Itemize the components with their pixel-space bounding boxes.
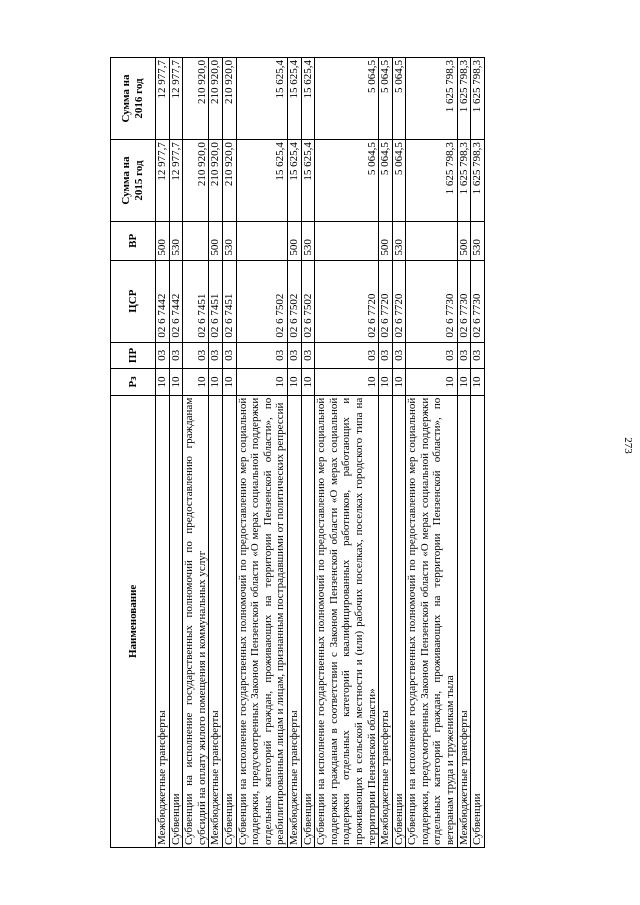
cell-pr: 03 — [379, 342, 393, 369]
header-sum-2016-line2: 2016 год — [133, 78, 145, 119]
cell-csr: 02 6 7442 — [169, 260, 183, 342]
budget-table — [110, 57, 485, 848]
cell-sum-2016: 15 625,4 — [301, 58, 315, 140]
cell-csr: 02 6 7720 — [392, 260, 406, 342]
cell-pr: 03 — [301, 342, 315, 369]
cell-vr: 530 — [169, 222, 183, 261]
cell-rz: 10 — [169, 369, 183, 396]
header-csr: ЦСР — [111, 260, 156, 342]
cell-rz: 10 — [287, 369, 301, 396]
cell-csr: 02 6 7720 — [379, 260, 393, 342]
cell-sum-2015: 210 920,0 — [209, 140, 223, 222]
cell-rz: 10 — [471, 369, 485, 396]
header-pr: ПР — [111, 342, 156, 369]
cell-pr: 03 — [406, 342, 457, 369]
cell-name: Субвенции — [301, 395, 315, 847]
cell-name: Межбюджетные трансферты — [457, 395, 471, 847]
cell-sum-2015: 15 625,4 — [287, 140, 301, 222]
cell-name: Субвенции на исполнение государственных полномочий по предоставлению мер социальной поддержки, предусмотренных Законом Пензенской области «О мерах социальной поддержки отдельных категорий граждан, проживающих на территории Пензенской области», по ветеранам труда и труженикам тыла — [406, 395, 457, 847]
cell-pr: 03 — [156, 342, 170, 369]
cell-pr: 03 — [287, 342, 301, 369]
cell-vr: 500 — [287, 222, 301, 261]
cell-sum-2015: 1 625 798,3 — [457, 140, 471, 222]
table-row — [301, 58, 315, 848]
cell-vr: 530 — [392, 222, 406, 261]
cell-sum-2016: 12 977,7 — [169, 58, 183, 140]
cell-pr: 03 — [209, 342, 223, 369]
cell-vr — [236, 222, 287, 261]
cell-csr: 02 6 7451 — [209, 260, 223, 342]
cell-sum-2016: 5 064,5 — [392, 58, 406, 140]
cell-sum-2016: 210 920,0 — [222, 58, 236, 140]
cell-rz: 10 — [457, 369, 471, 396]
table-header-row — [111, 58, 156, 848]
cell-sum-2015: 15 625,4 — [301, 140, 315, 222]
table-row — [169, 58, 183, 848]
cell-vr — [183, 222, 209, 261]
table-row — [315, 58, 379, 848]
cell-csr: 02 6 7502 — [287, 260, 301, 342]
cell-sum-2015: 15 625,4 — [236, 140, 287, 222]
table-row — [209, 58, 223, 848]
page-number: 273 — [621, 437, 634, 454]
cell-sum-2016: 1 625 798,3 — [457, 58, 471, 140]
cell-sum-2016: 210 920,0 — [209, 58, 223, 140]
table-row — [406, 58, 457, 848]
table-row — [379, 58, 393, 848]
cell-name: Субвенции на исполнение государственных полномочий по предоставлению гражданам субсидий на оплату жилого помещения и коммунальных услуг — [183, 395, 209, 847]
cell-name: Межбюджетные трансферты — [156, 395, 170, 847]
cell-csr: 02 6 7730 — [457, 260, 471, 342]
cell-pr: 03 — [392, 342, 406, 369]
cell-csr: 02 6 7730 — [406, 260, 457, 342]
cell-vr: 500 — [457, 222, 471, 261]
cell-sum-2016: 210 920,0 — [183, 58, 209, 140]
cell-name: Межбюджетные трансферты — [287, 395, 301, 847]
cell-rz: 10 — [392, 369, 406, 396]
table-row — [471, 58, 485, 848]
cell-vr: 530 — [301, 222, 315, 261]
cell-sum-2016: 1 625 798,3 — [406, 58, 457, 140]
cell-name: Субвенции — [392, 395, 406, 847]
cell-sum-2016: 15 625,4 — [236, 58, 287, 140]
cell-sum-2015: 210 920,0 — [183, 140, 209, 222]
table-row — [392, 58, 406, 848]
cell-sum-2016: 5 064,5 — [379, 58, 393, 140]
cell-name: Субвенции на исполнение государственных полномочий по предоставлению мер социальной поддержки, предусмотренных Законом Пензенской области «О мерах социальной поддержки отдельных категорий граждан, проживающих на территории Пензенской области», по реабилитированным лицам и лицам, признанным пострадавшими от политических репрессий — [236, 395, 287, 847]
cell-name: Межбюджетные трансферты — [209, 395, 223, 847]
table-row — [222, 58, 236, 848]
cell-sum-2016: 5 064,5 — [315, 58, 379, 140]
table-row — [457, 58, 471, 848]
cell-vr: 500 — [379, 222, 393, 261]
cell-sum-2016: 1 625 798,3 — [471, 58, 485, 140]
cell-csr: 02 6 7502 — [301, 260, 315, 342]
cell-vr: 500 — [209, 222, 223, 261]
cell-vr: 530 — [222, 222, 236, 261]
table-row — [183, 58, 209, 848]
cell-rz: 10 — [236, 369, 287, 396]
header-sum-2016-line1: Сумма на — [120, 74, 132, 123]
header-vr: ВР — [111, 222, 156, 261]
cell-vr — [315, 222, 379, 261]
cell-sum-2015: 5 064,5 — [379, 140, 393, 222]
cell-sum-2015: 1 625 798,3 — [471, 140, 485, 222]
table-row — [236, 58, 287, 848]
cell-csr: 02 6 7730 — [471, 260, 485, 342]
cell-name: Субвенции — [169, 395, 183, 847]
header-name: Наименование — [111, 395, 156, 847]
header-rz: Рз — [111, 369, 156, 396]
table-row — [287, 58, 301, 848]
cell-sum-2015: 5 064,5 — [315, 140, 379, 222]
cell-pr: 03 — [236, 342, 287, 369]
cell-sum-2016: 15 625,4 — [287, 58, 301, 140]
cell-rz: 10 — [222, 369, 236, 396]
table-row — [156, 58, 170, 848]
cell-csr: 02 6 7720 — [315, 260, 379, 342]
cell-pr: 03 — [169, 342, 183, 369]
cell-sum-2015: 210 920,0 — [222, 140, 236, 222]
cell-sum-2015: 5 064,5 — [392, 140, 406, 222]
cell-rz: 10 — [209, 369, 223, 396]
cell-name: Субвенции — [222, 395, 236, 847]
cell-sum-2016: 12 977,7 — [156, 58, 170, 140]
header-sum-2016 — [111, 58, 156, 140]
cell-pr: 03 — [457, 342, 471, 369]
cell-vr: 530 — [471, 222, 485, 261]
header-sum-2015-line1: Сумма на — [120, 156, 132, 205]
cell-sum-2015: 12 977,7 — [169, 140, 183, 222]
header-sum-2015-line2: 2015 год — [133, 160, 145, 201]
cell-rz: 10 — [379, 369, 393, 396]
cell-rz: 10 — [156, 369, 170, 396]
cell-pr: 03 — [315, 342, 379, 369]
cell-pr: 03 — [471, 342, 485, 369]
cell-name: Субвенции — [471, 395, 485, 847]
cell-sum-2015: 12 977,7 — [156, 140, 170, 222]
header-sum-2015 — [111, 140, 156, 222]
cell-csr: 02 6 7451 — [222, 260, 236, 342]
cell-pr: 03 — [222, 342, 236, 369]
cell-rz: 10 — [315, 369, 379, 396]
cell-rz: 10 — [183, 369, 209, 396]
cell-rz: 10 — [301, 369, 315, 396]
cell-csr: 02 6 7502 — [236, 260, 287, 342]
cell-rz: 10 — [406, 369, 457, 396]
cell-name: Межбюджетные трансферты — [379, 395, 393, 847]
rotated-page-content — [110, 57, 514, 848]
cell-csr: 02 6 7451 — [183, 260, 209, 342]
cell-csr: 02 6 7442 — [156, 260, 170, 342]
cell-vr: 500 — [156, 222, 170, 261]
cell-name: Субвенции на исполнение государственных полномочий по предоставлению мер социальной поддержки гражданам в соответствии с Законом Пензенской области «О мерах социальной поддержки отдельных категорий квалифицированных работников, работающих и проживающих в сельской местности и (или) рабочих поселках, поселках городского типа на территории Пензенской области» — [315, 395, 379, 847]
cell-pr: 03 — [183, 342, 209, 369]
cell-vr — [406, 222, 457, 261]
cell-sum-2015: 1 625 798,3 — [406, 140, 457, 222]
